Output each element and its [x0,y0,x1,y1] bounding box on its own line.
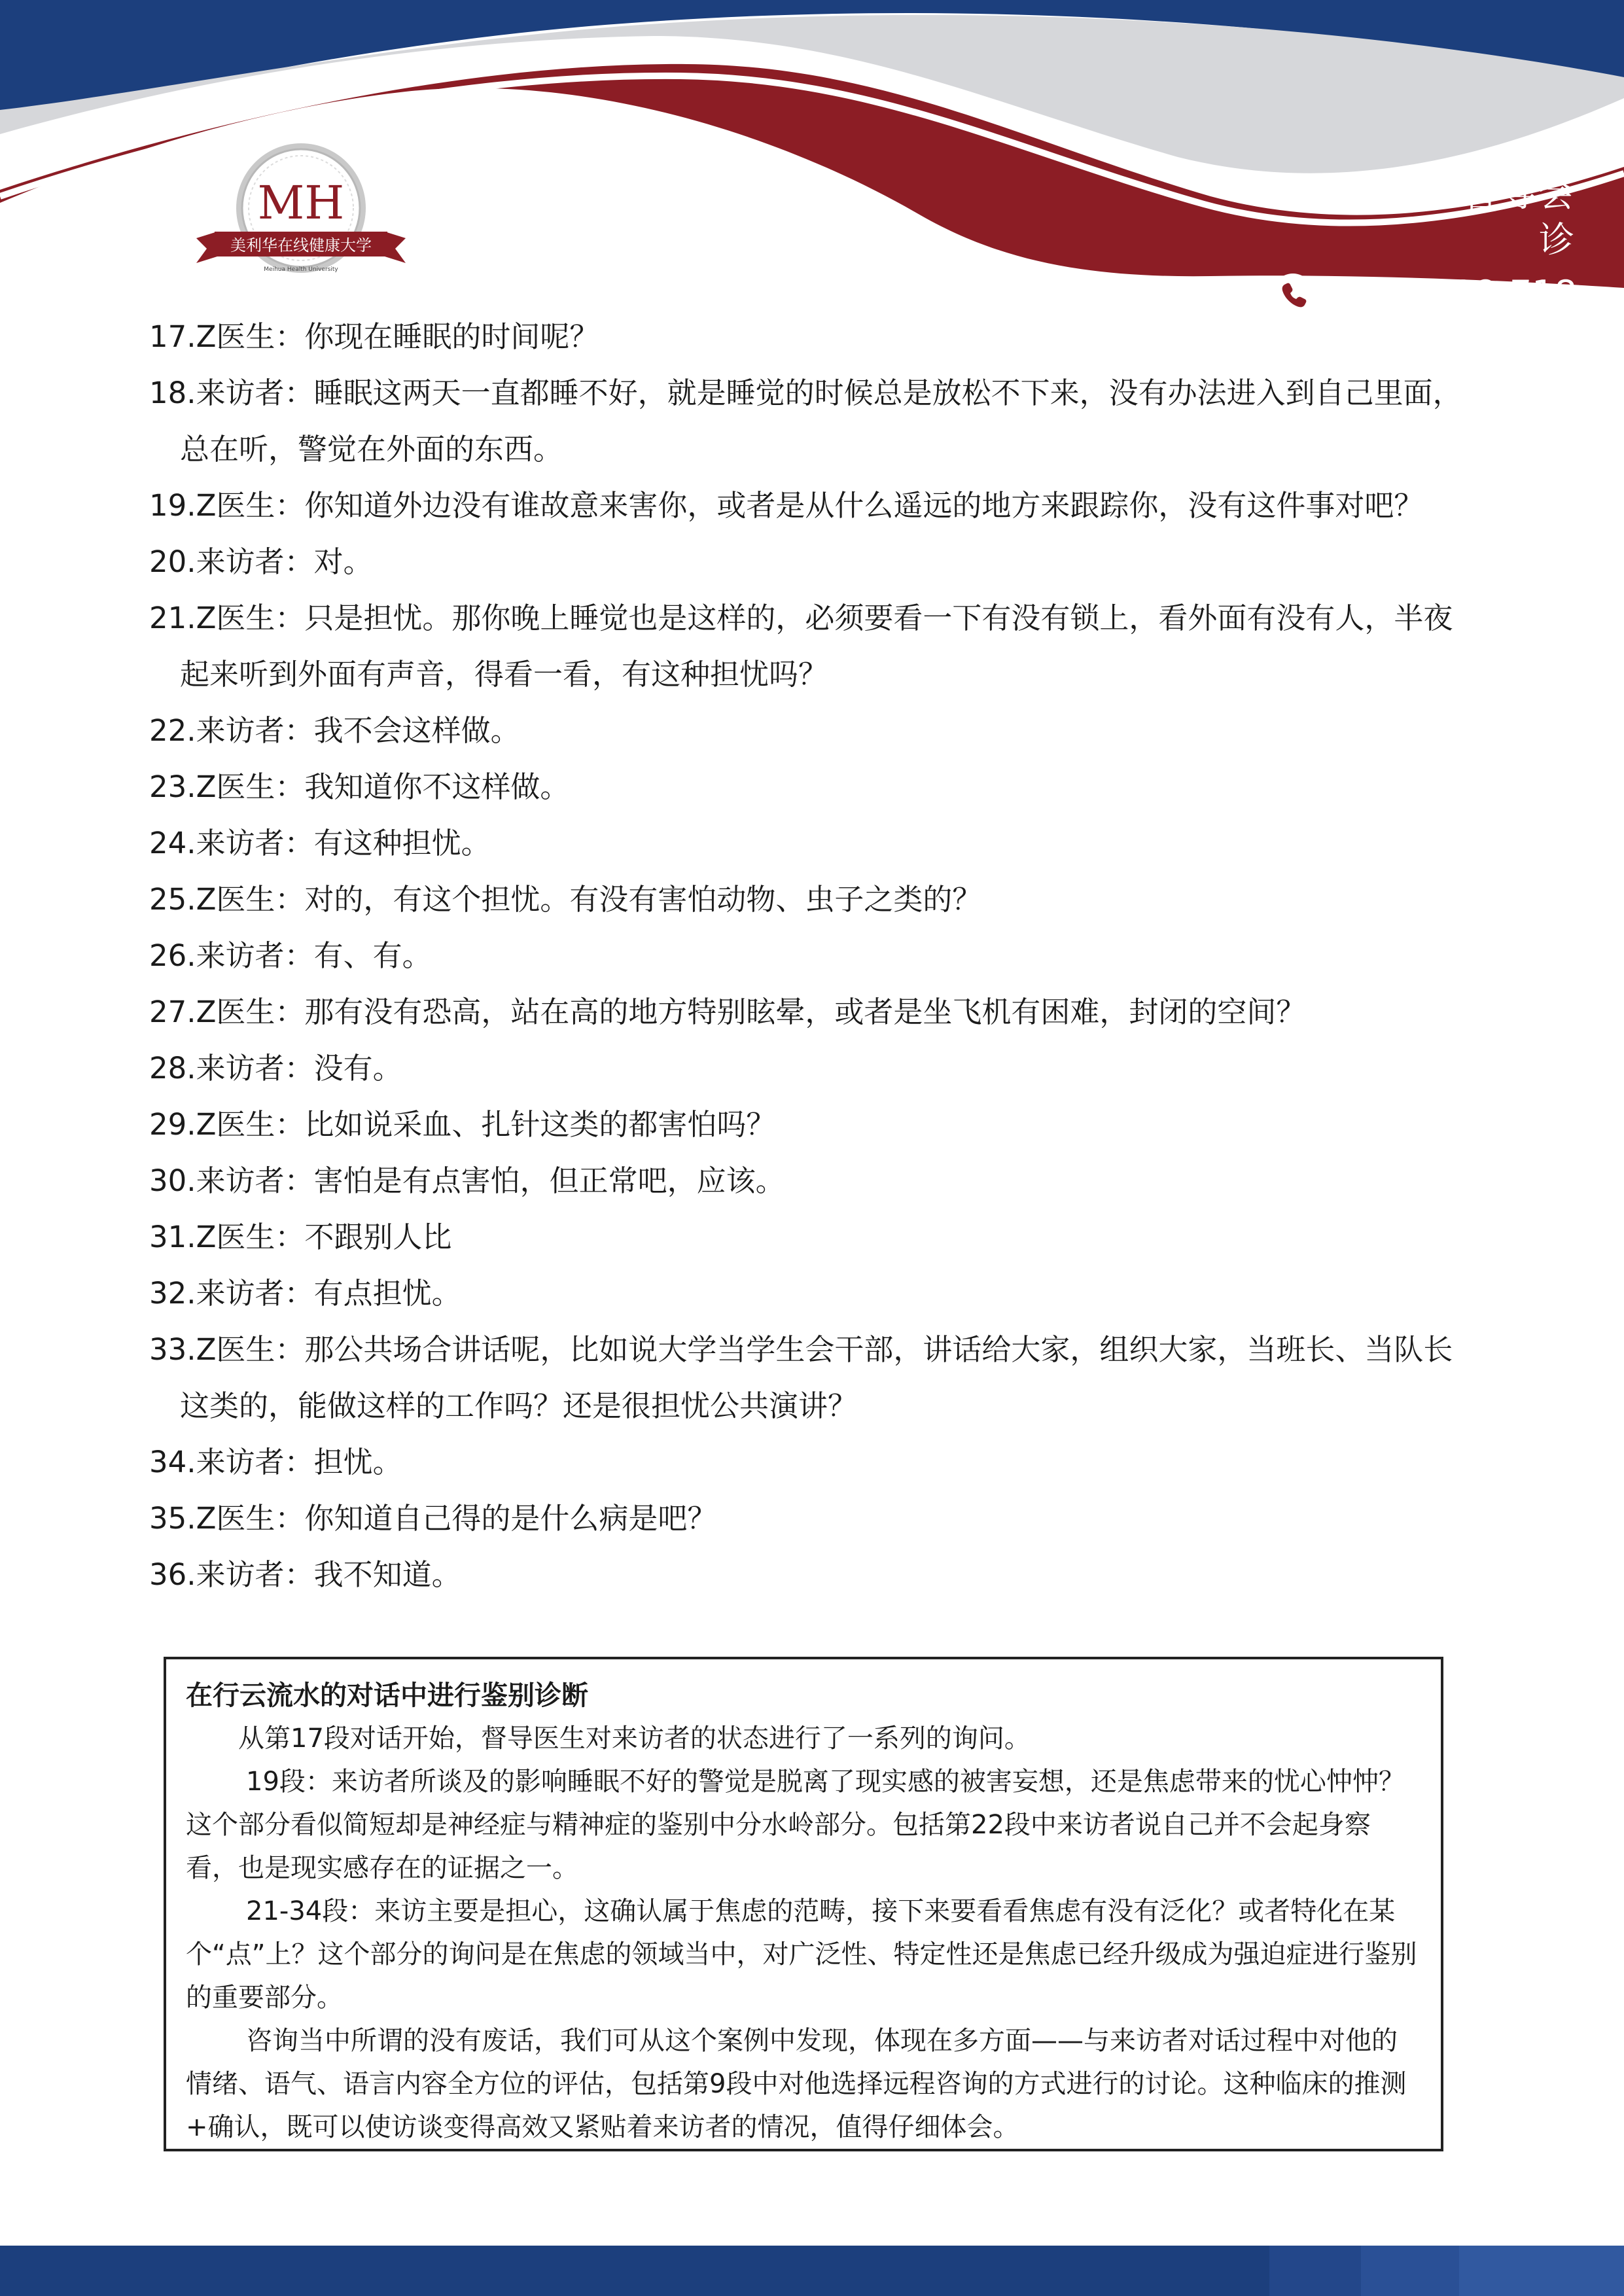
header-slogan: 报名学习 督导会诊 [1297,173,1577,260]
dialogue-line: 27.Z医生：那有没有恐高，站在高的地方特别眩晕，或者是坐飞机有困难，封闭的空间？ [149,995,1306,1029]
dialogue-line: 30.来访者：害怕是有点害怕，但正常吧，应该。 [149,1163,785,1198]
dialogue-line: 18.来访者：睡眠这两天一直都睡不好，就是睡觉的时候总是放松不下来，没有办法进入到自己里面，总在听，警觉在外面的东西。 [149,376,1462,467]
dialogue-line: 35.Z医生：你知道自己得的是什么病是吧？ [149,1501,717,1536]
header-contact [1263,171,1577,317]
dialogue-line: 21.Z医生：只是担忧。那你晚上睡觉也是这样的，必须要看一下有没有锁上，看外面有没有人，半夜起来听到外面有声音，得看一看，有这种担忧吗？ [149,601,1453,692]
commentary-paragraph: 21-34段：来访主要是担心，这确认属于焦虑的范畴，接下来要看看焦虑有没有泛化？或者特化在某个“点”上？这个部分的询问是在焦虑的领域当中，对广泛性、特定性还是焦虑已经升级成为强迫症进行鉴别的重要部分。 [186,1896,1417,2013]
dialogue-line: 29.Z医生：比如说采血、扎针这类的都害怕吗？ [149,1107,776,1142]
header-phone: 4000-218-718 [1326,273,1577,314]
logo-monogram: MH [257,176,345,230]
phone-icon [1273,274,1313,314]
dialogue-line: 23.Z医生：我知道你不这样做。 [149,769,570,804]
dialogue-line: 19.Z医生：你知道外边没有谁故意来害你，或者是从什么遥远的地方来跟踪你，没有这件事对吧？ [149,488,1424,523]
dialogue-line: 17.Z医生：你现在睡眠的时间呢？ [149,319,599,354]
footer-bar [0,2246,1624,2296]
commentary-box [164,1657,1443,2151]
dialogue-transcript [149,309,1477,1603]
commentary-paragraph: 从第17段对话开始，督导医生对来访者的状态进行了一系列的询问。 [238,1723,1031,1754]
dialogue-line: 28.来访者：没有。 [149,1051,402,1086]
dialogue-line: 32.来访者：有点担忧。 [149,1276,461,1311]
dialogue-line: 31.Z医生：不跟别人比 [149,1220,452,1254]
dialogue-line: 26.来访者：有、有。 [149,938,432,973]
dialogue-line: 24.来访者：有这种担忧。 [149,826,491,860]
logo-seal [191,140,411,292]
commentary-paragraph: 19段：来访者所谈及的影响睡眠不好的警觉是脱离了现实感的被害妄想，还是焦虑带来的忧心忡忡？这个部分看似简短却是神经症与精神症的鉴别中分水岭部分。包括第22段中来访者说自己并不会起身察看，也是现实感存在的证据之一。 [186,1767,1405,1883]
dialogue-line: 34.来访者：担忧。 [149,1445,402,1479]
dialogue-line: 20.来访者：对。 [149,544,373,579]
commentary-title: 在行云流水的对话中进行鉴别诊断 [186,1680,588,1711]
dialogue-line: 33.Z医生：那公共场合讲话呢，比如说大学当学生会干部，讲话给大家，组织大家，当班长、当队长这类的，能做这样的工作吗？还是很担忧公共演讲？ [149,1332,1453,1423]
logo-ribbon-text: 美利华在线健康大学 [230,236,372,255]
dialogue-line: 22.来访者：我不会这样做。 [149,713,520,748]
dialogue-line: 36.来访者：我不知道。 [149,1557,461,1592]
dialogue-line: 25.Z医生：对的，有这个担忧。有没有害怕动物、虫子之类的？ [149,882,982,917]
commentary-paragraph: 咨询当中所谓的没有废话，我们可从这个案例中发现，体现在多方面——与来访者对话过程中对他的情绪、语气、语言内容全方位的评估，包括第9段中对他选择远程咨询的方式进行的讨论。这种临床的推测+确认，既可以使访谈变得高效又紧贴着来访者的情况，值得仔细体会。 [186,2026,1407,2142]
logo-caption: Meihua Health University [264,266,338,273]
